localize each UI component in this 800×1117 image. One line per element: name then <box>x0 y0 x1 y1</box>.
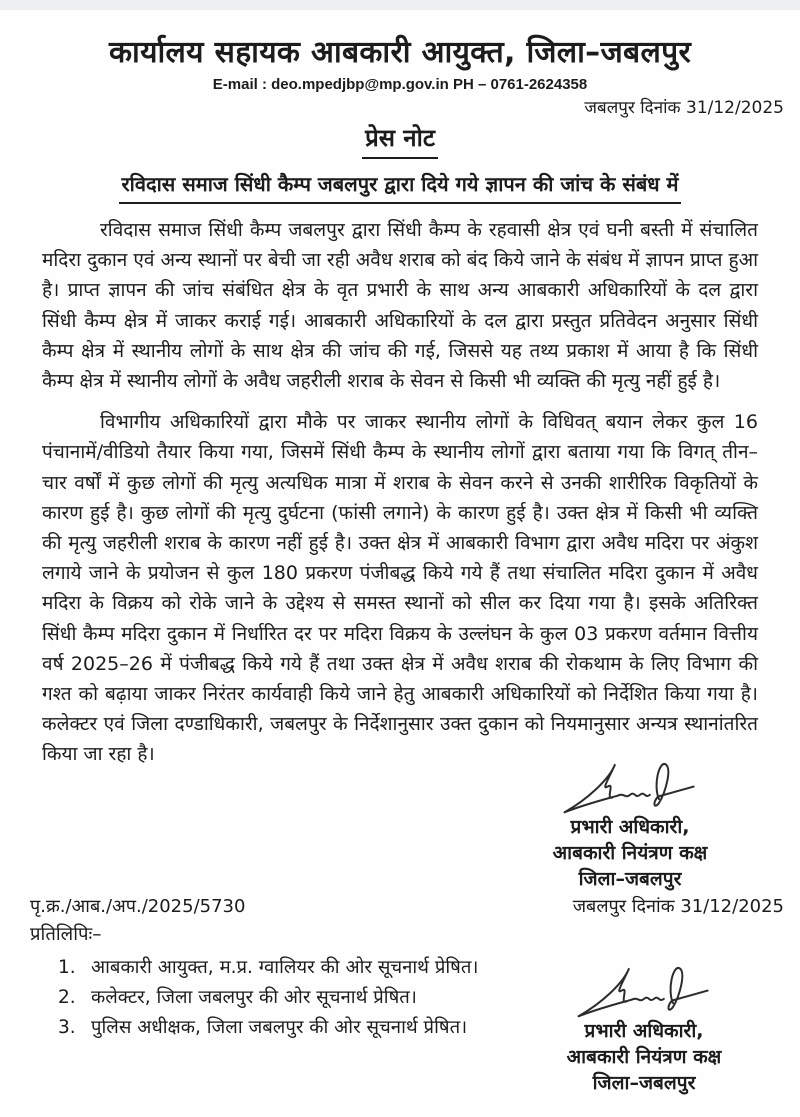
signature-scribble <box>559 960 729 1022</box>
signatory-title: प्रभारी अधिकारी, <box>570 815 690 838</box>
copy-item-text: कलेक्टर, जिला जबलपुर की ओर सूचनार्थ प्रेषित। <box>91 986 417 1008</box>
copy-item-text: आबकारी आयुक्त, म.प्र. ग्वालियर की ओर सूचनार्थ प्रेषित। <box>91 956 479 978</box>
body-paragraph-1: रविदास समाज सिंधी कैम्प जबलपुर द्वारा सिंधी कैम्प के रहवासी क्षेत्र एवं घनी बस्ती में संचालित मदिरा दुकान एवं अन्य स्थानों पर बेची जा रही अवैध शराब को बंद किये जाने के संबंध में ज्ञापन प्राप्त हुआ है। प्राप्त ज्ञापन की जांच संबंधित क्षेत्र के वृत प्रभारी के साथ अन्य आबकारी अधिकारियों के दल द्वारा सिंधी कैम्प क्षेत्र में जाकर कराई गई। आबकारी अधिकारियों के दल द्वारा प्रस्तुत प्रतिवेदन अनुसार सिंधी कैम्प क्षेत्र में स्थानीय लोगों के साथ क्षेत्र की जांच की गई, जिससे यह तथ्य प्रकाश में आया है कि सिंधी कैम्प क्षेत्र में स्थानीय लोगों के अवैध जहरीली शराब के सेवन से किसी भी व्यक्ति की मृत्यु नहीं हुई है। <box>42 219 758 393</box>
copy-item-text: पुलिस अधीक्षक, जिला जबलपुर की ओर सूचनार्थ प्रेषित। <box>91 1016 468 1038</box>
footer-date-line: जबलपुर दिनांक 31/12/2025 <box>572 895 784 917</box>
doc-type-heading <box>0 121 800 159</box>
doc-type-label: प्रेस नोट <box>362 121 438 159</box>
signatory-district: जिला–जबलपुर <box>578 867 682 890</box>
scan-edge-strip <box>0 0 800 10</box>
letterhead <box>0 30 800 93</box>
bottom-section <box>0 946 800 1096</box>
copy-item <box>30 954 504 981</box>
subject-text: रविदास समाज सिंधी कैम्प जबलपुर द्वारा दिये गये ज्ञापन की जांच के संबंध में <box>119 170 680 204</box>
copy-list <box>30 954 504 1044</box>
copy-item <box>30 984 504 1011</box>
signatory-office: आबकारी नियंत्रण कक्ष <box>552 841 708 864</box>
signature-block-top <box>490 756 770 892</box>
copy-item-number: 3. <box>58 1016 76 1038</box>
signatory-office: आबकारी नियंत्रण कक्ष <box>566 1045 722 1068</box>
subject-line <box>0 170 800 204</box>
copy-item-number: 1. <box>58 956 76 978</box>
office-title: कार्यालय सहायक आबकारी आयुक्त, जिला–जबलपुर <box>108 35 692 70</box>
copy-item-number: 2. <box>58 986 76 1008</box>
signatory-district: जिला–जबलपुर <box>592 1071 696 1094</box>
copies-heading: प्रतिलिपिः– <box>30 923 102 945</box>
reference-number: पृ.क्र./आब./अप./2025/5730 <box>30 895 246 917</box>
signature-block-bottom <box>504 960 784 1096</box>
signature-scribble <box>545 756 715 818</box>
header-date-line: जबलपुर दिनांक 31/12/2025 <box>584 98 784 118</box>
reference-row <box>0 894 800 918</box>
signatory-title: प्रभारी अधिकारी, <box>584 1019 704 1042</box>
copy-item <box>30 1014 504 1041</box>
body-paragraph-2: विभागीय अधिकारियों द्वारा मौके पर जाकर स्थानीय लोगों के विधिवत् बयान लेकर कुल 16 पंचानामें/वीडियो तैयार किया गया, जिसमें सिंधी कैम्प के स्थानीय लोगों द्वारा बताया गया कि विगत् तीन–चार वर्षों में कुछ लोगों की मृत्यु अत्यधिक मात्रा में शराब के सेवन करने से उनकी शारीरिक विकृतियों के कारण हुई है। कुछ लोगों की मृत्यु दुर्घटना (फांसी लगाने) के कारण हुई है। उक्त क्षेत्र में किसी भी व्यक्ति की मृत्यु जहरीली शराब के कारण नहीं हुई है। उक्त क्षेत्र में आबकारी विभाग द्वारा अवैध मदिरा पर अंकुश लगाये जाने के प्रयोजन से कुल 180 प्रकरण पंजीबद्ध किये गये हैं तथा संचालित मदिरा दुकान में अवैध मदिरा के विक्रय को रोके जाने के उद्देश्य से समस्त स्थानों को सील कर दिया गया है। इसके अतिरिक्त सिंधी कैम्प मदिरा दुकान में निर्धारित दर पर मदिरा विक्रय के उल्लंघन के कुल 03 प्रकरण वर्तमान वित्तीय वर्ष 2025–26 में पंजीबद्ध किये गये हैं तथा उक्त क्षेत्र में अवैध शराब की रोकथाम के लिए विभाग की गश्त को बढ़ाया जाकर निरंतर कार्यवाही किये जाने हेतु आबकारी अधिकारियों को निर्देशित किया गया है। कलेक्टर एवं जिला दण्डाधिकारी, जबलपुर के निर्देशानुसार उक्त दुकान को नियमानुसार अन्यत्र स्थानांतरित किया जा रहा है। <box>42 411 758 766</box>
body-content <box>0 215 800 770</box>
office-contact-line: E-mail : deo.mpedjbp@mp.gov.in PH – 0761-2624358 <box>212 76 588 93</box>
